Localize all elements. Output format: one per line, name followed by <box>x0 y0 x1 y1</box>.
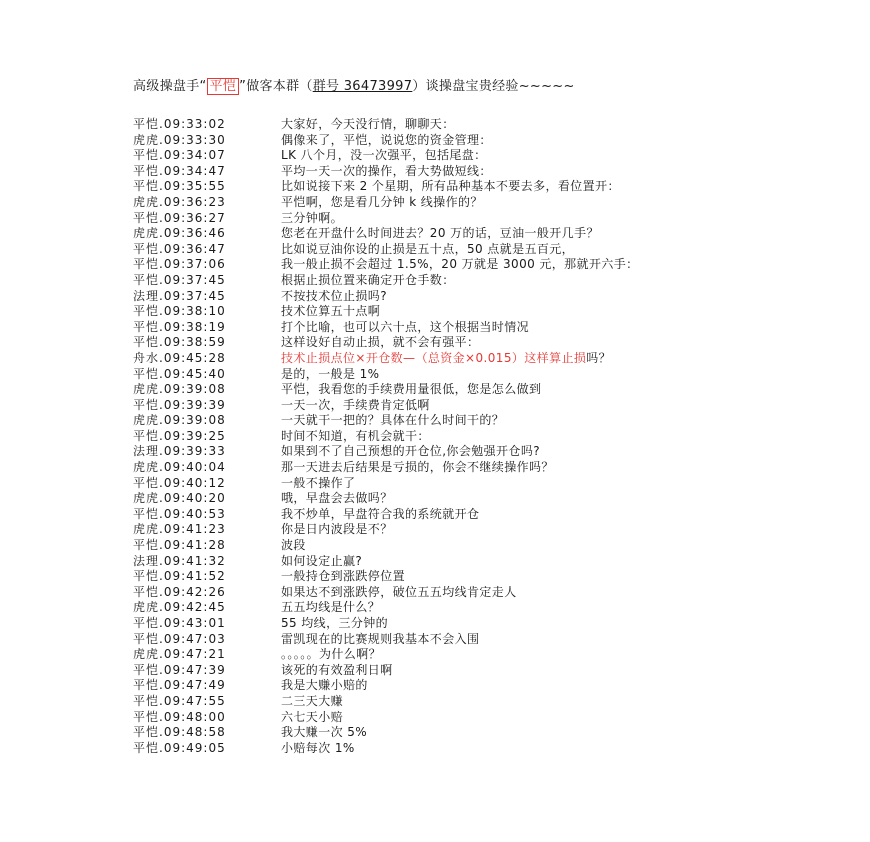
message-text <box>281 476 753 492</box>
speaker-timestamp: 平恺.09:33:02 <box>133 117 226 131</box>
speaker-timestamp: 法理.09:39:33 <box>133 444 226 459</box>
chat-line <box>133 429 753 445</box>
speaker-timestamp: 平恺.09:35:55 <box>133 179 226 194</box>
speaker-timestamp: 虎虎.09:41:23 <box>133 522 226 537</box>
message-body: 该死的有效盈利日啊 <box>281 662 393 677</box>
speaker-timestamp: 平恺.09:38:10 <box>133 304 226 319</box>
title-prefix: 高级操盘手“ <box>133 79 207 94</box>
chat-line <box>133 647 753 663</box>
message-body: 那一天进去后结果是亏损的，你会不继续操作吗？ <box>281 460 554 475</box>
speaker-timestamp: 平恺.09:48:58 <box>133 725 226 740</box>
message-body: 不按技术位止损吗? <box>281 288 387 303</box>
message-text <box>281 226 753 242</box>
chat-line <box>133 663 753 679</box>
message-text <box>281 725 753 741</box>
message-text <box>281 616 753 632</box>
message-text <box>281 554 753 570</box>
message-body: LK 八个月，没一次强平，包括尾盘： <box>281 148 487 163</box>
speaker-timestamp: 虎虎.09:47:21 <box>133 647 226 662</box>
message-text <box>281 522 753 538</box>
message-body: 是的，一般是 1% <box>281 366 380 381</box>
chat-line <box>133 211 753 227</box>
message-body: 偶像来了，平恺，说说您的资金管理： <box>281 132 492 147</box>
speaker-timestamp: 虎虎.09:33:30 <box>133 132 226 147</box>
chat-line <box>133 351 753 367</box>
message-body: 哦，早盘会去做吗？ <box>281 491 393 506</box>
message-text <box>281 413 753 429</box>
chat-line <box>133 460 753 476</box>
speaker-timestamp: 平恺.09:38:59 <box>133 335 226 350</box>
speaker-timestamp: 平恺.09:41:28 <box>133 538 226 553</box>
speaker-timestamp: 虎虎.09:36:46 <box>133 226 226 241</box>
speaker-timestamp: 平恺.09:34:07 <box>133 148 226 163</box>
chat-line <box>133 554 753 570</box>
speaker-timestamp: 舟水.09:45:28 <box>133 350 226 365</box>
speaker-timestamp: 平恺.09:40:53 <box>133 506 226 521</box>
chat-line <box>133 148 753 164</box>
message-body: 如果达不到涨跌停，破位五五均线肯定走人 <box>281 584 517 599</box>
speaker-timestamp: 平恺.09:42:26 <box>133 584 226 599</box>
message-body: 平恺，我看您的手续费用量很低，您是怎么做到 <box>281 382 542 397</box>
speaker-timestamp: 平恺.09:41:52 <box>133 569 226 584</box>
chat-line <box>133 179 753 195</box>
message-body: 这样设好自动止损，就不会有强平： <box>281 335 480 350</box>
message-text <box>281 491 753 507</box>
message-body: 一天就干一把的？具体在什么时间干的？ <box>281 413 505 428</box>
message-text <box>281 663 753 679</box>
message-body: 六七天小赔 <box>281 709 344 724</box>
message-text <box>281 569 753 585</box>
message-text <box>281 133 753 149</box>
message-text <box>281 320 753 336</box>
message-text <box>281 148 753 164</box>
chat-line <box>133 476 753 492</box>
chat-line <box>133 273 753 289</box>
message-text <box>281 179 753 195</box>
speaker-timestamp: 法理.09:41:32 <box>133 553 226 568</box>
message-text <box>281 694 753 710</box>
chat-line <box>133 710 753 726</box>
message-body: 时间不知道，有机会就干： <box>281 428 430 443</box>
message-body: 你是日内波段是不？ <box>281 522 393 537</box>
title-middle: ”做客本群（ <box>239 79 313 94</box>
message-text <box>281 289 753 305</box>
message-body: 波段 <box>281 538 306 553</box>
message-body: 二三天大赚 <box>281 693 344 708</box>
message-text <box>281 647 753 663</box>
message-body: 一天一次，手续费肯定低啊 <box>281 397 430 412</box>
chat-line <box>133 491 753 507</box>
speaker-timestamp: 法理.09:37:45 <box>133 288 226 303</box>
chat-line <box>133 725 753 741</box>
speaker-timestamp: 平恺.09:47:03 <box>133 631 226 646</box>
message-body: 五五均线是什么？ <box>281 600 381 615</box>
speaker-timestamp: 平恺.09:47:49 <box>133 678 226 693</box>
message-text <box>281 382 753 398</box>
speaker-timestamp: 虎虎.09:40:04 <box>133 460 226 475</box>
message-text <box>281 117 753 133</box>
message-text <box>281 538 753 554</box>
message-text <box>281 304 753 320</box>
message-body: 大家好，今天没行情，聊聊天： <box>281 117 455 131</box>
speaker-timestamp: 平恺.09:47:39 <box>133 662 226 677</box>
chat-line <box>133 678 753 694</box>
message-body: 平均一天一次的操作，看大势做短线： <box>281 163 492 178</box>
speaker-timestamp: 平恺.09:43:01 <box>133 616 226 630</box>
message-text <box>281 741 753 757</box>
chat-transcript <box>133 117 753 756</box>
speaker-timestamp: 平恺.09:34:47 <box>133 163 226 178</box>
speaker-timestamp: 平恺.09:47:55 <box>133 693 226 708</box>
message-body: 我大赚一次 5% <box>281 725 368 740</box>
message-text <box>281 632 753 648</box>
message-text <box>281 164 753 180</box>
speaker-timestamp: 平恺.09:38:19 <box>133 319 226 334</box>
message-body: 比如说接下来 2 个星期，所有品种基本不要去多，看位置开： <box>281 179 620 194</box>
speaker-timestamp: 平恺.09:39:39 <box>133 397 226 412</box>
message-text <box>281 257 753 273</box>
message-body: 打个比喻，也可以六十点，这个根据当时情况 <box>281 319 530 334</box>
message-text <box>281 398 753 414</box>
chat-line <box>133 133 753 149</box>
chat-line <box>133 741 753 757</box>
chat-line <box>133 413 753 429</box>
message-body: 一般持仓到涨跌停位置 <box>281 569 406 584</box>
chat-line <box>133 367 753 383</box>
message-text <box>281 507 753 523</box>
chat-line <box>133 304 753 320</box>
chat-line <box>133 600 753 616</box>
speaker-timestamp: 虎虎.09:39:08 <box>133 413 226 428</box>
document-title <box>133 78 575 96</box>
chat-line <box>133 585 753 601</box>
chat-line <box>133 320 753 336</box>
message-body: 平恺啊，您是看几分钟 k 线操作的？ <box>281 194 483 209</box>
chat-line <box>133 257 753 273</box>
speaker-timestamp: 平恺.09:48:00 <box>133 709 226 724</box>
chat-line <box>133 398 753 414</box>
message-text <box>281 460 753 476</box>
message-body: 雷凯现在的比赛规则我基本不会入围 <box>281 631 480 646</box>
speaker-timestamp: 虎虎.09:39:08 <box>133 382 226 397</box>
message-text <box>281 600 753 616</box>
message-body: 我不炒单，早盘符合我的系统就开仓 <box>281 506 480 521</box>
chat-line <box>133 226 753 242</box>
message-text <box>281 195 753 211</box>
chat-line <box>133 616 753 632</box>
message-body: 如果到不了自己预想的开仓位,你会勉强开仓吗? <box>281 444 540 459</box>
chat-line <box>133 117 753 133</box>
message-body: 我一般止损不会超过 1.5%，20 万就是 3000 元，那就开六手： <box>281 257 639 272</box>
chat-line <box>133 444 753 460</box>
message-body: 技术位算五十点啊 <box>281 304 381 319</box>
speaker-timestamp: 平恺.09:36:47 <box>133 241 226 256</box>
title-suffix: ）谈操盘宝贵经验~~~~~ <box>412 79 575 94</box>
message-body: 一般不操作了 <box>281 475 356 490</box>
message-body: 小赔每次 1% <box>281 740 355 755</box>
message-body: 如何设定止赢? <box>281 553 363 568</box>
chat-line <box>133 694 753 710</box>
chat-line <box>133 164 753 180</box>
message-text <box>281 585 753 601</box>
chat-line <box>133 632 753 648</box>
message-text <box>281 273 753 289</box>
message-body: 您老在开盘什么时间进去？20 万的话，豆油一般开几手？ <box>281 226 599 241</box>
chat-line <box>133 289 753 305</box>
message-body: 根据止损位置来确定开仓手数： <box>281 272 455 287</box>
message-text <box>281 367 753 383</box>
chat-line <box>133 538 753 554</box>
message-text <box>281 211 753 227</box>
message-text <box>281 710 753 726</box>
message-text <box>281 335 753 351</box>
message-body: 三分钟啊。 <box>281 210 344 225</box>
message-text <box>281 678 753 694</box>
chat-line <box>133 569 753 585</box>
message-body: 比如说豆油你设的止损是五十点，50 点就是五百元， <box>281 241 575 256</box>
speaker-timestamp: 平恺.09:39:25 <box>133 428 226 443</box>
message-body: 。。。。。为什么啊？ <box>281 647 382 662</box>
speaker-timestamp: 平恺.09:40:12 <box>133 475 226 490</box>
message-body: 吗？ <box>586 350 612 365</box>
speaker-timestamp: 虎虎.09:42:45 <box>133 600 226 615</box>
speaker-timestamp: 平恺.09:49:05 <box>133 740 226 755</box>
message-text <box>281 444 753 460</box>
chat-line <box>133 242 753 258</box>
speaker-timestamp: 平恺.09:36:27 <box>133 210 226 225</box>
highlighted-formula: 技术止损点位×开仓数—（总资金×0.015）这样算止损 <box>281 350 587 365</box>
speaker-timestamp: 虎虎.09:36:23 <box>133 194 226 209</box>
message-text <box>281 242 753 258</box>
title-group-number: 群号 36473997 <box>312 79 413 94</box>
speaker-timestamp: 平恺.09:37:06 <box>133 257 226 272</box>
message-body: 55 均线，三分钟的 <box>281 616 389 630</box>
message-text <box>281 351 753 367</box>
message-body: 我是大赚小赔的 <box>281 678 368 693</box>
speaker-timestamp: 平恺.09:45:40 <box>133 366 226 381</box>
chat-line <box>133 507 753 523</box>
chat-line <box>133 382 753 398</box>
speaker-timestamp: 虎虎.09:40:20 <box>133 491 226 506</box>
title-name-highlight: 平恺 <box>207 78 240 95</box>
chat-line <box>133 335 753 351</box>
speaker-timestamp: 平恺.09:37:45 <box>133 272 226 287</box>
chat-line <box>133 195 753 211</box>
chat-line <box>133 522 753 538</box>
message-text <box>281 429 753 445</box>
